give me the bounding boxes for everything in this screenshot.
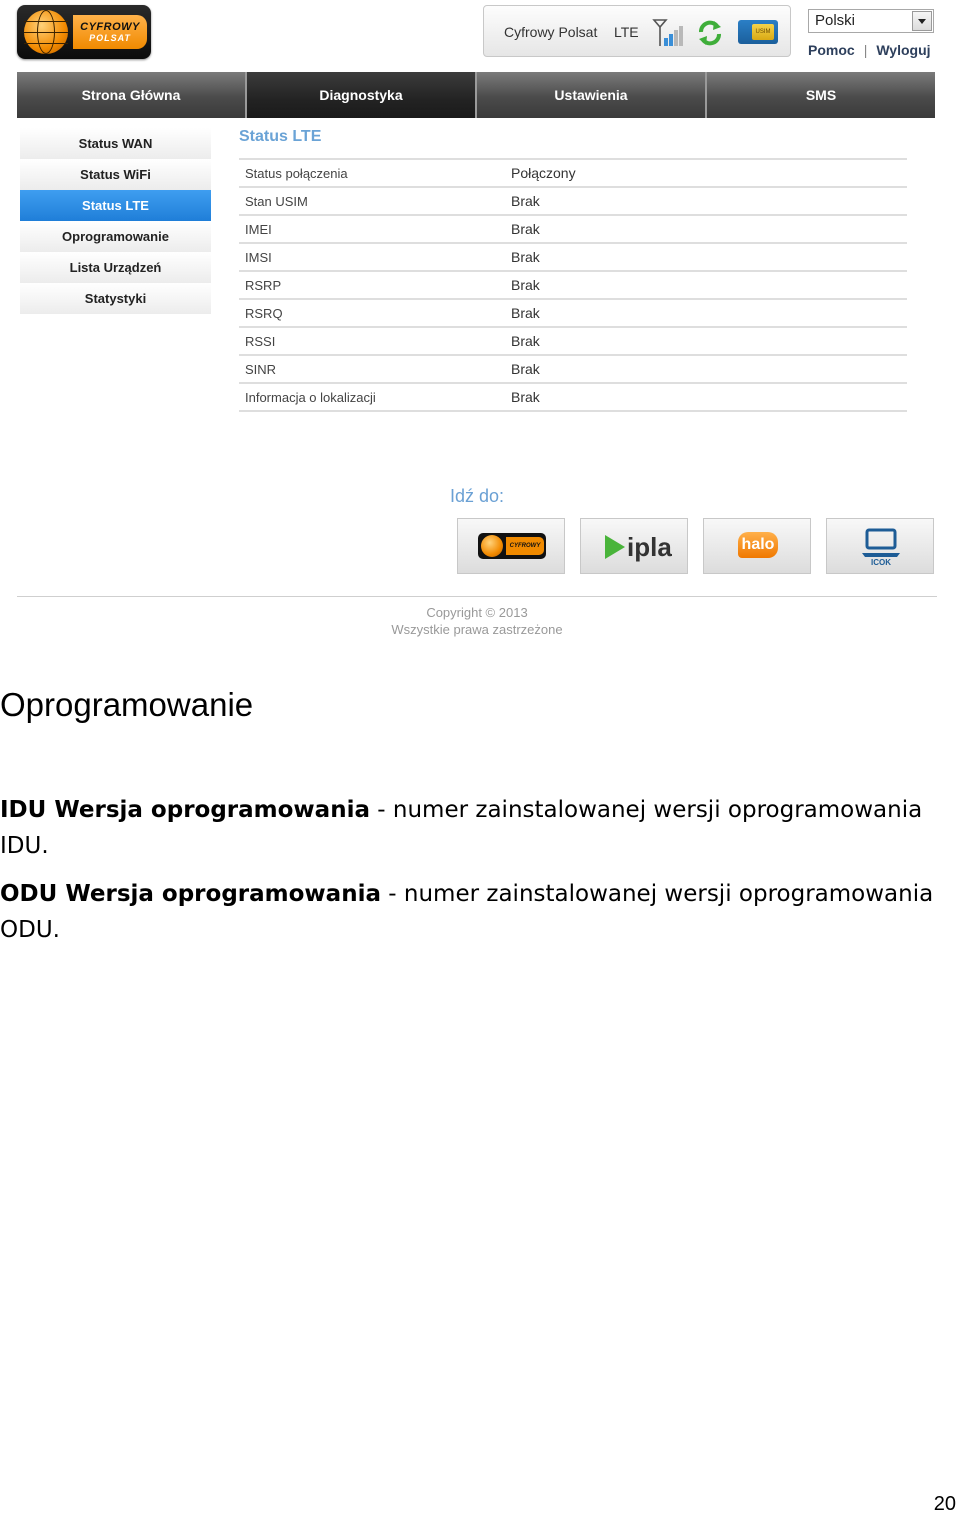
table-row: [239, 327, 907, 355]
connection-status-box: [483, 5, 791, 57]
row-key: RSRQ: [239, 299, 505, 327]
goto-ipla-button[interactable]: [580, 518, 688, 574]
usim-label: USIM: [752, 24, 774, 40]
cyfrowy-polsat-logo-icon: [478, 533, 546, 559]
play-icon: [603, 531, 627, 563]
page-number: 20: [933, 1493, 956, 1515]
copyright-text: Copyright © 2013: [426, 605, 528, 620]
row-key: Status połączenia: [239, 159, 505, 187]
cyfrowy-polsat-logo[interactable]: [17, 5, 151, 59]
row-value: Brak: [505, 355, 907, 383]
table-row: [239, 355, 907, 383]
sidebar-item-software[interactable]: Oprogramowanie: [20, 221, 211, 252]
ipla-logo-icon: [603, 531, 672, 563]
router-screenshot: [0, 0, 960, 645]
sidebar-item-status-wifi[interactable]: Status WiFi: [20, 159, 211, 190]
paragraph-odu-desc: - numer zainstalowanej wersji oprogramowania ODU.: [0, 881, 934, 943]
nav-tab-home[interactable]: Strona Główna: [17, 72, 247, 118]
paragraph-odu-term: ODU Wersja oprogramowania: [0, 881, 381, 907]
row-value: Brak: [505, 215, 907, 243]
table-row: [239, 299, 907, 327]
globe-icon: [24, 10, 68, 54]
paragraph-idu-desc: - numer zainstalowanej wersji oprogramowania IDU.: [0, 797, 923, 859]
table-row: [239, 215, 907, 243]
row-key: Stan USIM: [239, 187, 505, 215]
network-technology: LTE: [614, 24, 639, 40]
nav-tab-sms[interactable]: SMS: [707, 72, 935, 118]
nav-tab-diagnostics[interactable]: Diagnostyka: [247, 72, 477, 118]
row-value: Brak: [505, 271, 907, 299]
goto-label: Idź do:: [450, 486, 505, 506]
logout-link[interactable]: Wyloguj: [876, 42, 931, 58]
mini-logo-text: CYFROWY: [506, 537, 544, 555]
refresh-icon[interactable]: [696, 19, 724, 47]
halo-logo-icon: halo: [738, 532, 778, 558]
table-row: [239, 383, 907, 411]
row-value: Brak: [505, 383, 907, 411]
signal-strength-icon: [652, 18, 684, 48]
row-key: RSRP: [239, 271, 505, 299]
link-separator: |: [863, 42, 868, 58]
row-key: SINR: [239, 355, 505, 383]
language-selected-value: Polski: [815, 12, 856, 29]
row-value: Brak: [505, 243, 907, 271]
nav-tab-settings[interactable]: Ustawienia: [477, 72, 707, 118]
footer-divider: [17, 596, 937, 597]
lte-status-table: [239, 158, 907, 412]
language-select[interactable]: [808, 9, 934, 33]
goto-cyfrowy-polsat-button[interactable]: [457, 518, 565, 574]
row-key: IMEI: [239, 215, 505, 243]
sidebar-item-device-list[interactable]: Lista Urządzeń: [20, 252, 211, 283]
logo-text-2: POLSAT: [89, 32, 131, 43]
table-row: [239, 159, 907, 187]
sidebar: [20, 128, 211, 314]
row-value: Połączony: [505, 159, 907, 187]
icok-text: ICOK: [871, 558, 891, 567]
table-row: [239, 243, 907, 271]
row-key: Informacja o lokalizacji: [239, 383, 505, 411]
sidebar-item-status-lte[interactable]: Status LTE: [20, 190, 211, 221]
sidebar-item-statistics[interactable]: Statystyki: [20, 283, 211, 314]
paragraph-idu: [0, 792, 950, 864]
row-value: Brak: [505, 327, 907, 355]
ipla-text: ipla: [627, 532, 672, 562]
sidebar-item-status-wan[interactable]: Status WAN: [20, 128, 211, 159]
laptop-icon: [861, 528, 901, 568]
row-value: Brak: [505, 187, 907, 215]
logo-text-1: CYFROWY: [80, 20, 140, 33]
row-key: RSSI: [239, 327, 505, 355]
goto-icok-button[interactable]: [826, 518, 934, 574]
top-links: [808, 42, 931, 58]
chevron-down-icon[interactable]: [912, 11, 932, 31]
help-link[interactable]: Pomoc: [808, 42, 855, 58]
table-row: [239, 271, 907, 299]
usim-card-icon: [738, 20, 778, 44]
content-title: Status LTE: [239, 128, 322, 145]
row-value: Brak: [505, 299, 907, 327]
paragraph-idu-term: IDU Wersja oprogramowania: [0, 797, 370, 823]
table-row: [239, 187, 907, 215]
goto-halo-button[interactable]: [703, 518, 811, 574]
operator-name: Cyfrowy Polsat: [504, 24, 598, 40]
rights-text: Wszystkie prawa zastrzeżone: [391, 622, 563, 637]
paragraph-odu: [0, 876, 950, 948]
row-key: IMSI: [239, 243, 505, 271]
main-nav: [17, 72, 935, 118]
section-heading: Oprogramowanie: [0, 686, 254, 723]
